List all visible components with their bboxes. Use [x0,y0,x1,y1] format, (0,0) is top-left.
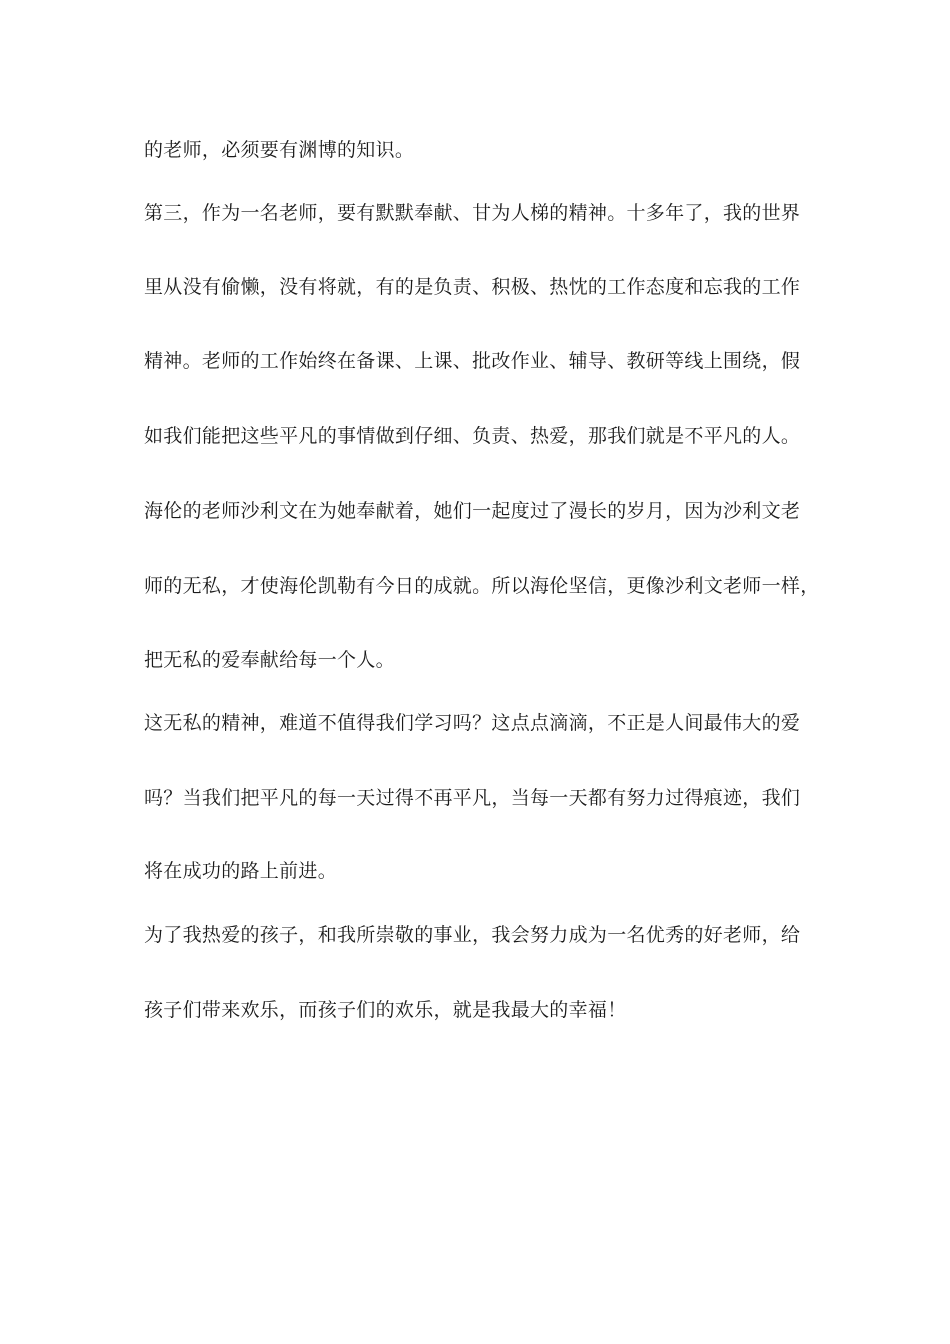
text-line: 师的无私，才使海伦凯勒有今日的成就。所以海伦坚信，更像沙利文老师一样， [144,575,820,597]
text-line: 精神。老师的工作始终在备课、上课、批改作业、辅导、教研等线上围绕，假 [144,350,801,372]
text-line: 将在成功的路上前进。 [144,860,338,882]
text-line: 的老师，必须要有渊博的知识。 [144,139,415,161]
text-line: 第三，作为一名老师，要有默默奉献、甘为人梯的精神。十多年了，我的世界 [144,202,801,224]
text-line: 如我们能把这些平凡的事情做到仔细、负责、热爱，那我们就是不平凡的人。 [144,425,801,447]
text-line: 这无私的精神，难道不值得我们学习吗？这点点滴滴，不正是人间最伟大的爱 [144,712,801,734]
text-line: 里从没有偷懒，没有将就，有的是负责、积极、热忱的工作态度和忘我的工作 [144,276,801,298]
text-line: 吗？当我们把平凡的每一天过得不再平凡，当每一天都有努力过得痕迹，我们 [144,787,801,809]
text-line: 把无私的爱奉献给每一个人。 [144,649,395,671]
text-line: 海伦的老师沙利文在为她奉献着，她们一起度过了漫长的岁月，因为沙利文老 [144,500,801,522]
text-line: 孩子们带来欢乐，而孩子们的欢乐，就是我最大的幸福！ [144,999,627,1021]
text-line: 为了我热爱的孩子，和我所崇敬的事业，我会努力成为一名优秀的好老师，给 [144,924,801,946]
